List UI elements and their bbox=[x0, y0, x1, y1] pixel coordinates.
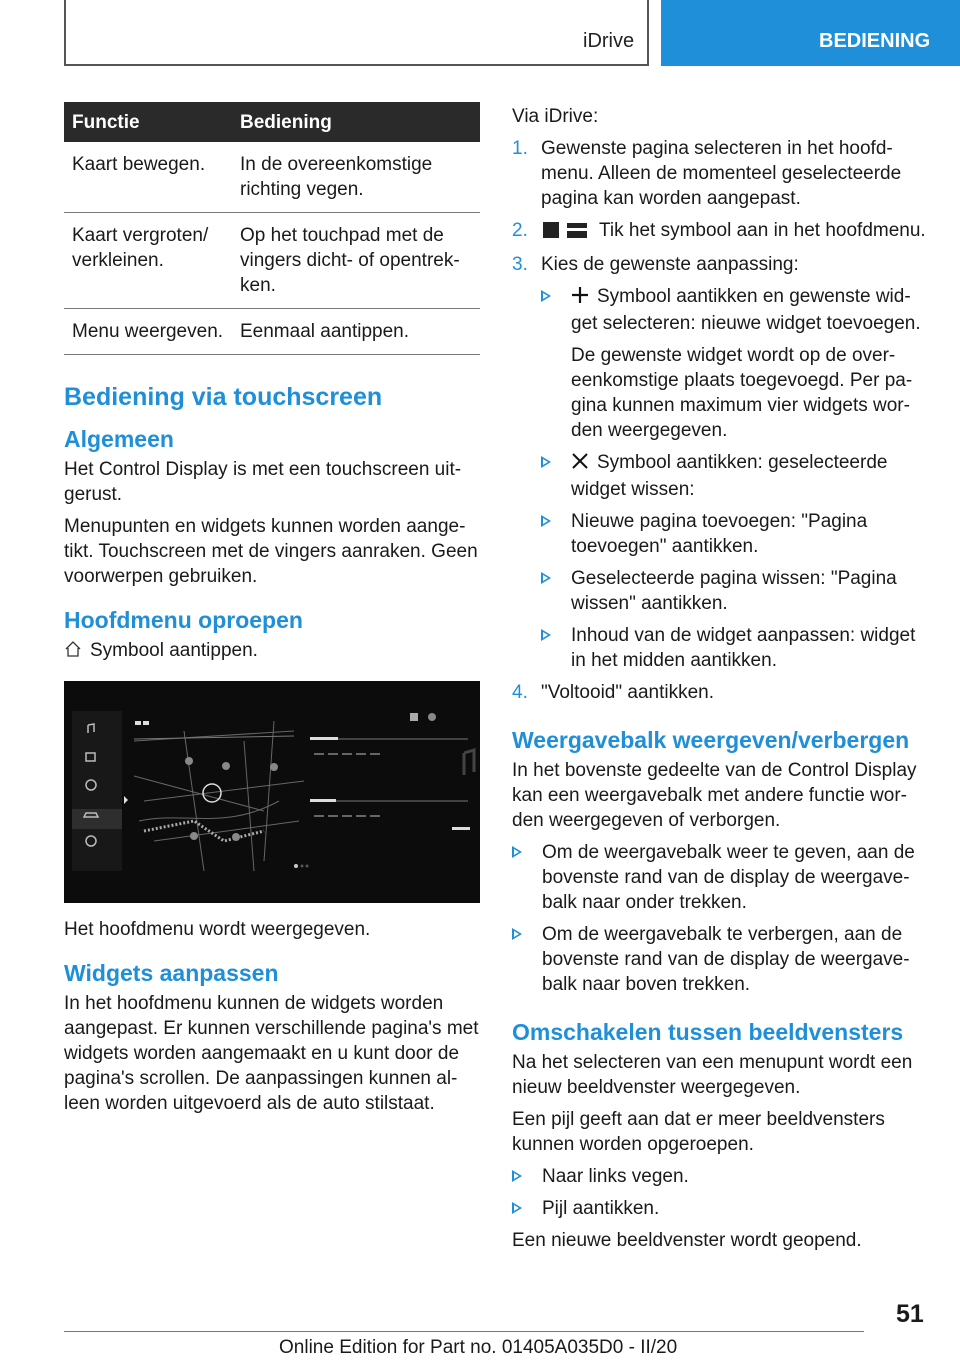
mainmenu-heading: Hoofdmenu oproepen bbox=[64, 607, 303, 633]
bullet-triangle-icon bbox=[512, 1202, 522, 1214]
list-item bbox=[541, 623, 932, 673]
footer-edition: Online Edition for Part no. 01405A035D0 - II/20 bbox=[279, 1337, 678, 1358]
list-item bbox=[512, 218, 932, 245]
table-cell: Kaart vergroten/ verkleinen. bbox=[64, 213, 232, 309]
option-text: Symbool aantikken: geselecteerde widget wissen: bbox=[571, 452, 888, 500]
step-text: "Voltooid" aantikken. bbox=[541, 682, 714, 703]
bullet-triangle-icon bbox=[541, 456, 551, 468]
table-cell: Kaart bewegen. bbox=[64, 142, 232, 213]
statusbar-list bbox=[512, 840, 932, 997]
switch-text-1: Na het selecteren van een menupunt wordt een nieuw beeldvenster weergegeven. bbox=[512, 1052, 913, 1098]
header-frame bbox=[64, 0, 649, 66]
home-icon bbox=[64, 640, 82, 665]
bullet-triangle-icon bbox=[541, 290, 551, 302]
statusbar-heading: Weergavebalk weergeven/verbergen bbox=[512, 727, 910, 753]
right-column bbox=[512, 104, 932, 1260]
option-text: Geselecteerde pagina wissen: "Pagina wissen" aantikken. bbox=[571, 568, 897, 614]
table-cell: Op het touchpad met de vingers dicht- of opentrek-ken. bbox=[232, 213, 480, 309]
general-text-2: Menupunten en widgets kunnen worden aange-tikt. Touchscreen met de vingers aanraken. Geen voorwerpen gebruiken. bbox=[64, 516, 478, 587]
table-cell: Eenmaal aantippen. bbox=[232, 309, 480, 355]
list-item bbox=[512, 252, 932, 673]
bullet-triangle-icon bbox=[541, 629, 551, 641]
step-text: Kies de gewenste aanpassing: bbox=[541, 254, 799, 275]
table-header-operation: Bediening bbox=[232, 102, 480, 142]
bullet-triangle-icon bbox=[512, 1170, 522, 1182]
list-item-text: Om de weergavebalk te verbergen, aan de bovenste rand van de display de weergave-balk naar boven trekken. bbox=[542, 924, 910, 995]
step-number: 1. bbox=[512, 138, 528, 159]
option-text: Inhoud van de widget aanpassen: widget in het midden aantikken. bbox=[571, 625, 916, 671]
table-header-function: Functie bbox=[64, 102, 232, 142]
options-list bbox=[541, 284, 932, 673]
table-row bbox=[64, 213, 480, 309]
list-item bbox=[512, 680, 932, 705]
option-note: De gewenste widget wordt op de over-eenkomstige plaats toegevoegd. Per pa-gina kunnen maximum vier widgets wor-den weergegeven. bbox=[571, 345, 913, 441]
touchscreen-heading: Bediening via touchscreen bbox=[64, 383, 383, 411]
option-text: Nieuwe pagina toevoegen: "Pagina toevoegen" aantikken. bbox=[571, 511, 868, 557]
general-heading: Algemeen bbox=[64, 426, 174, 452]
list-item-text: Naar links vegen. bbox=[542, 1166, 689, 1187]
bullet-triangle-icon bbox=[541, 572, 551, 584]
list-item bbox=[541, 284, 932, 443]
switch-text-2: Een pijl geeft aan dat er meer beeldvensters kunnen worden opgeroepen. bbox=[512, 1109, 885, 1155]
table-row bbox=[64, 142, 480, 213]
switch-list bbox=[512, 1164, 932, 1221]
list-item bbox=[512, 1196, 932, 1221]
widgets-text: In het hoofdmenu kunnen de widgets worden aangepast. Er kunnen verschillende pagina's met widgets worden aangemaakt en u kunt door de pagina's scrollen. De aanpassingen kunnen al-leen worden uitgevoerd als de auto stilstaat. bbox=[64, 993, 479, 1114]
table-row bbox=[64, 309, 480, 355]
bullet-triangle-icon bbox=[512, 846, 522, 858]
list-item bbox=[541, 450, 932, 502]
footer-divider bbox=[64, 1331, 864, 1332]
list-item-text: Pijl aantikken. bbox=[542, 1198, 660, 1219]
step-number: 2. bbox=[512, 220, 528, 241]
main-menu-screenshot bbox=[64, 681, 480, 903]
function-table bbox=[64, 102, 480, 355]
step-text: Gewenste pagina selecteren in het hoofd-menu. Alleen de momenteel geselecteerde pagina kan worden aangepast. bbox=[541, 138, 902, 209]
list-item bbox=[512, 922, 932, 997]
mainmenu-instruction-line bbox=[64, 638, 482, 665]
table-cell: In de overeenkomstige richting vegen. bbox=[232, 142, 480, 213]
list-item bbox=[512, 136, 932, 211]
plus-icon bbox=[571, 286, 589, 311]
list-item bbox=[541, 509, 932, 559]
page-number: 51 bbox=[896, 1300, 924, 1328]
list-item bbox=[541, 566, 932, 616]
edit-widgets-icon bbox=[541, 220, 591, 245]
switch-text-3: Een nieuwe beeldvenster wordt geopend. bbox=[512, 1230, 862, 1251]
list-item-text: Om de weergavebalk weer te geven, aan de bovenste rand van de display de weergave-balk naar onder trekken. bbox=[542, 842, 915, 913]
widgets-heading: Widgets aanpassen bbox=[64, 960, 279, 986]
step-number: 4. bbox=[512, 682, 528, 703]
mainmenu-caption: Het hoofdmenu wordt weergegeven. bbox=[64, 919, 371, 940]
widget-steps bbox=[512, 136, 932, 705]
chapter-tab: BEDIENING bbox=[661, 0, 960, 66]
list-item bbox=[512, 1164, 932, 1189]
table-cell: Menu weergeven. bbox=[64, 309, 232, 355]
via-idrive: Via iDrive: bbox=[512, 106, 599, 127]
table-header-row bbox=[64, 102, 480, 142]
close-icon bbox=[571, 452, 589, 477]
list-item bbox=[512, 840, 932, 915]
general-text-1: Het Control Display is met een touchscreen uit-gerust. bbox=[64, 459, 462, 505]
bullet-triangle-icon bbox=[541, 515, 551, 527]
left-column bbox=[64, 102, 482, 1123]
step-text: Tik het symbool aan in het hoofdmenu. bbox=[599, 220, 926, 241]
section-title: iDrive bbox=[583, 30, 635, 52]
option-text: Symbool aantikken en gewenste wid-get selecteren: nieuwe widget toevoegen. bbox=[571, 286, 921, 334]
switch-heading: Omschakelen tussen beeldvensters bbox=[512, 1019, 904, 1045]
bullet-triangle-icon bbox=[512, 928, 522, 940]
statusbar-text: In het bovenste gedeelte van de Control Display kan een weergavebalk met andere functie wor-den weergegeven of verborgen. bbox=[512, 760, 917, 831]
mainmenu-instruction: Symbool aantippen. bbox=[90, 640, 258, 661]
step-number: 3. bbox=[512, 254, 528, 275]
